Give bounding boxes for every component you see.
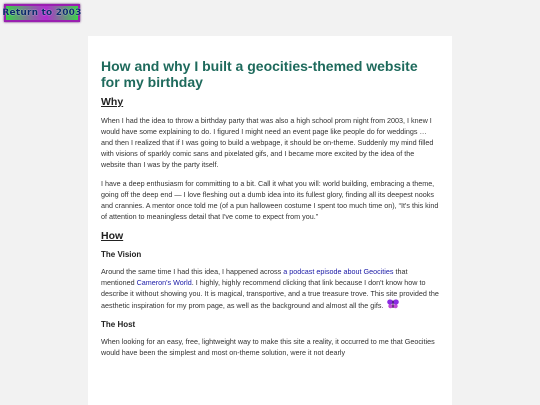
section-heading-how: How (101, 230, 124, 242)
section-heading-why: Why (101, 96, 124, 108)
why-paragraph-2: I have a deep enthusiasm for committing to a bit. Call it what you will: world building, embracing a theme, going off the deep end — I love fleshing out a dumb idea into its fullest glory, finding all its deepest nooks and crannies. A mentor once told me (of a pun halloween costume I spent too much time on), “It's this kind of attention to meaningless detail that I've come to expect from you.” (101, 179, 439, 221)
vision-text-3: . I highly, highly recommend clicking that link because I don't know how to describe it without showing you. It is magical, transportive, and a true treasure trove. This site provided the aesthetic inspiration for my prom page, as well as the background and almost all the gifs. (101, 278, 439, 310)
subheading-the-host: The Host (101, 320, 136, 329)
article-card (88, 36, 452, 405)
why-paragraph-1: When I had the idea to throw a birthday party that was also a high school prom night from 2003, I knew I would have some explaining to do. I figured I might need an event page like people do for weddings … and then I realized that if I was going to build a webpage, it should be on-theme. Suddenly my mind filled with visions of sparkly comic sans and pixelated gifs, and I became more excited by the idea of the website than I was by the party itself. (101, 116, 434, 169)
butterfly-icon (387, 299, 399, 309)
camerons-world-link[interactable]: Cameron's World (136, 278, 192, 287)
article-title: How and why I built a geocities-themed website for my birthday (101, 58, 418, 90)
subheading-the-vision: The Vision (101, 250, 142, 259)
vision-text-1: Around the same time I had this idea, I happened across (101, 267, 284, 276)
vision-text-2: that mentioned (101, 267, 408, 287)
return-to-2003-label: Return to 2003 (2, 8, 82, 18)
vision-paragraph (101, 266, 440, 311)
podcast-episode-link[interactable]: a podcast episode about Geocities (283, 267, 394, 276)
host-paragraph: When looking for an easy, free, lightweight way to make this site a reality, it occurred to me that Geocities would have been the simplest and most on-theme solution, were it not dearly (101, 337, 435, 357)
return-to-2003-button[interactable] (4, 4, 80, 22)
